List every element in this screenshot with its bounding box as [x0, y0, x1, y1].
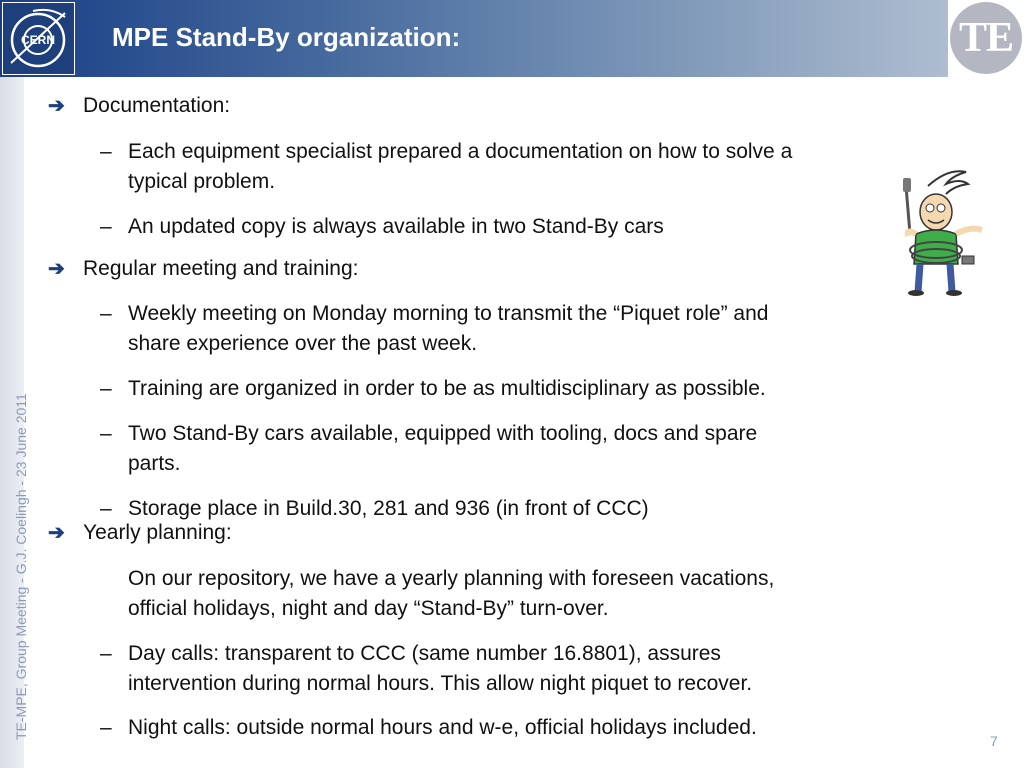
section-heading: Yearly planning:	[83, 521, 232, 544]
dash-bullet: –	[100, 497, 112, 520]
arrow-bullet-icon: ➔	[48, 258, 65, 280]
list-item: Night calls: outside normal hours and w-e, official holidays included.	[128, 716, 757, 739]
footer-text: TE-MPE, Group Meeting - G.J. Coelingh - 23 June 2011	[13, 393, 29, 740]
dash-bullet: –	[100, 716, 112, 739]
list-item-continuation: parts.	[128, 452, 181, 475]
list-item: An updated copy is always available in two Stand-By cars	[128, 215, 664, 238]
page-title: MPE Stand-By organization:	[112, 22, 461, 52]
list-item: Each equipment specialist prepared a documentation on how to solve a	[128, 140, 793, 163]
list-item-continuation: share experience over the past week.	[128, 332, 478, 355]
te-logo	[948, 0, 1024, 77]
list-item: Day calls: transparent to CCC (same number 16.8801), assures	[128, 642, 721, 665]
list-item-continuation: intervention during normal hours. This allow night piquet to recover.	[128, 672, 753, 695]
dash-bullet: –	[100, 642, 112, 665]
paragraph: On our repository, we have a yearly planning with foreseen vacations,	[128, 567, 775, 590]
dash-bullet: –	[100, 140, 112, 163]
technician-clipart	[888, 168, 988, 296]
arrow-bullet-icon: ➔	[48, 522, 65, 544]
dash-bullet: –	[100, 377, 112, 400]
list-item: Storage place in Build.30, 281 and 936 (in front of CCC)	[128, 497, 649, 520]
page-number: 7	[990, 733, 998, 749]
list-item: Two Stand-By cars available, equipped with tooling, docs and spare	[128, 422, 758, 445]
section-heading: Documentation:	[83, 94, 231, 117]
title-bar	[0, 0, 948, 77]
list-item: Training are organized in order to be as multidisciplinary as possible.	[128, 377, 766, 400]
paragraph-continuation: official holidays, night and day “Stand-By” turn-over.	[128, 597, 609, 620]
dash-bullet: –	[100, 302, 112, 325]
list-item: Weekly meeting on Monday morning to transmit the “Piquet role” and	[128, 302, 769, 325]
list-item-continuation: typical problem.	[128, 170, 276, 193]
cern-logo	[2, 2, 75, 75]
cern-logo-text: CERN	[20, 33, 56, 47]
te-logo-text: TE	[958, 15, 1014, 61]
section-heading: Regular meeting and training:	[83, 257, 359, 280]
dash-bullet: –	[100, 422, 112, 445]
arrow-bullet-icon: ➔	[48, 95, 65, 117]
dash-bullet: –	[100, 215, 112, 238]
